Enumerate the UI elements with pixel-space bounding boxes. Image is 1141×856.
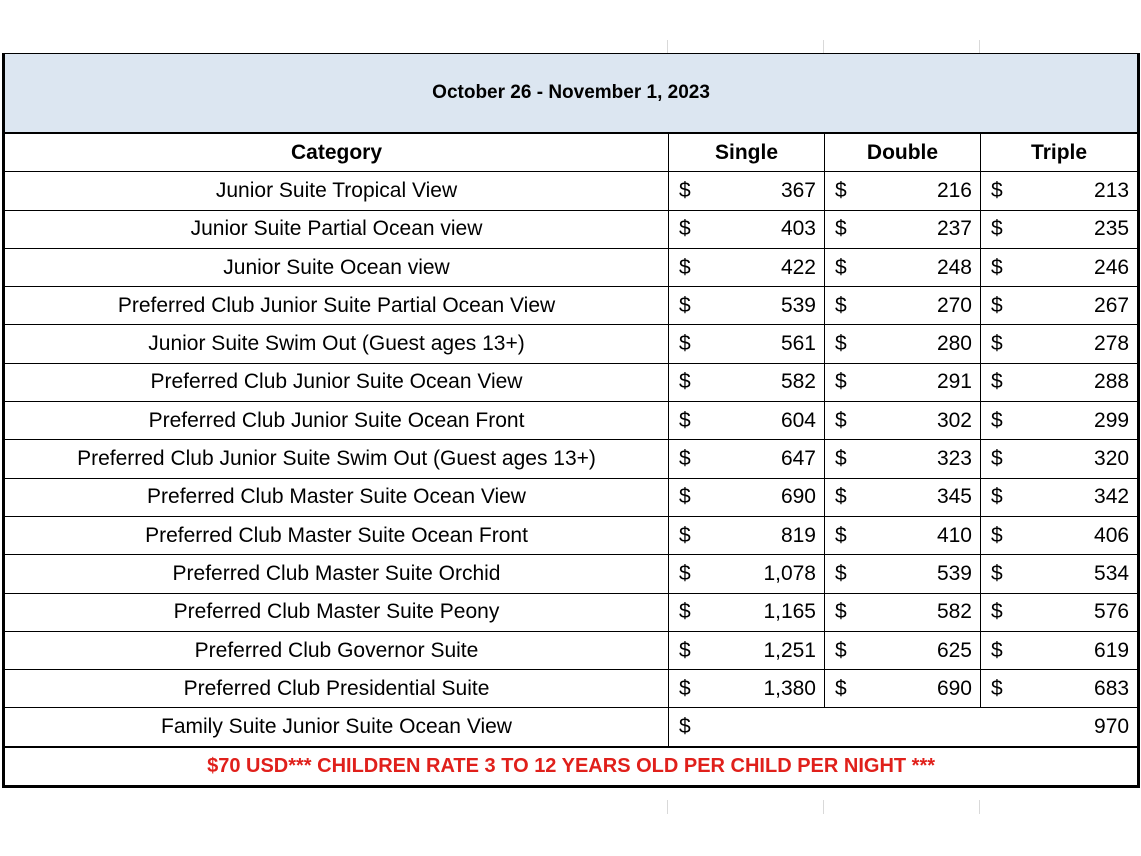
currency-cell: $	[825, 248, 870, 286]
triple-price-cell: 320	[1026, 440, 1139, 478]
triple-price-cell: 342	[1026, 478, 1139, 516]
currency-cell: $	[981, 210, 1026, 248]
currency-cell: $	[669, 325, 714, 363]
currency-cell: $	[669, 555, 714, 593]
currency-cell: $	[825, 210, 870, 248]
table-row	[4, 325, 1139, 363]
category-cell: Preferred Club Junior Suite Ocean View	[4, 363, 669, 401]
table-row	[4, 593, 1139, 631]
currency-cell: $	[825, 402, 870, 440]
currency-cell: $	[981, 325, 1026, 363]
single-price-cell: 647	[714, 440, 825, 478]
triple-price-cell: 576	[1026, 593, 1139, 631]
double-price-cell: 302	[870, 402, 981, 440]
gridline	[979, 800, 980, 814]
currency-cell: $	[825, 670, 870, 708]
currency-cell: $	[981, 248, 1026, 286]
category-cell: Preferred Club Presidential Suite	[4, 670, 669, 708]
column-header-triple: Triple	[981, 133, 1139, 172]
currency-cell: $	[981, 172, 1026, 210]
currency-cell: $	[669, 248, 714, 286]
currency-cell: $	[981, 287, 1026, 325]
currency-cell: $	[669, 440, 714, 478]
currency-cell: $	[669, 210, 714, 248]
currency-cell: $	[981, 516, 1026, 554]
triple-price-cell: 299	[1026, 402, 1139, 440]
triple-price-cell: 288	[1026, 363, 1139, 401]
double-price-cell: 280	[870, 325, 981, 363]
currency-cell: $	[981, 440, 1026, 478]
children-rate-note: $70 USD*** CHILDREN RATE 3 TO 12 YEARS OLD PER CHILD PER NIGHT ***	[4, 747, 1139, 787]
currency-cell: $	[981, 363, 1026, 401]
currency-cell: $	[981, 555, 1026, 593]
single-price-cell: 422	[714, 248, 825, 286]
double-price-cell: 582	[870, 593, 981, 631]
double-price-cell: 410	[870, 516, 981, 554]
table-row	[4, 555, 1139, 593]
currency-cell: $	[825, 172, 870, 210]
table-row	[4, 210, 1139, 248]
rate-table	[2, 53, 1140, 788]
single-price-cell: 1,380	[714, 670, 825, 708]
single-price-cell: 367	[714, 172, 825, 210]
currency-cell: $	[825, 631, 870, 669]
gridline	[823, 40, 824, 54]
currency-cell: $	[825, 516, 870, 554]
triple-price-cell: 267	[1026, 287, 1139, 325]
double-price-cell: 216	[870, 172, 981, 210]
gridline	[667, 800, 668, 814]
family-suite-currency: $	[669, 708, 1026, 747]
category-cell: Preferred Club Junior Suite Partial Ocean View	[4, 287, 669, 325]
category-cell: Preferred Club Master Suite Ocean Front	[4, 516, 669, 554]
single-price-cell: 582	[714, 363, 825, 401]
double-price-cell: 237	[870, 210, 981, 248]
double-price-cell: 270	[870, 287, 981, 325]
single-price-cell: 690	[714, 478, 825, 516]
triple-price-cell: 235	[1026, 210, 1139, 248]
currency-cell: $	[825, 440, 870, 478]
double-price-cell: 323	[870, 440, 981, 478]
double-price-cell: 539	[870, 555, 981, 593]
category-cell: Preferred Club Master Suite Orchid	[4, 555, 669, 593]
column-header-double: Double	[825, 133, 981, 172]
header-row	[4, 133, 1139, 172]
triple-price-cell: 683	[1026, 670, 1139, 708]
category-cell: Preferred Club Junior Suite Ocean Front	[4, 402, 669, 440]
currency-cell: $	[669, 478, 714, 516]
family-suite-row	[4, 708, 1139, 747]
single-price-cell: 539	[714, 287, 825, 325]
single-price-cell: 403	[714, 210, 825, 248]
currency-cell: $	[825, 287, 870, 325]
table-row	[4, 440, 1139, 478]
category-cell: Junior Suite Swim Out (Guest ages 13+)	[4, 325, 669, 363]
table-row	[4, 363, 1139, 401]
currency-cell: $	[669, 631, 714, 669]
currency-cell: $	[669, 670, 714, 708]
triple-price-cell: 246	[1026, 248, 1139, 286]
family-suite-price: 970	[1026, 708, 1139, 747]
triple-price-cell: 534	[1026, 555, 1139, 593]
triple-price-cell: 278	[1026, 325, 1139, 363]
single-price-cell: 1,165	[714, 593, 825, 631]
single-price-cell: 819	[714, 516, 825, 554]
gridline	[823, 800, 824, 814]
triple-price-cell: 213	[1026, 172, 1139, 210]
table-row	[4, 516, 1139, 554]
category-cell: Preferred Club Master Suite Ocean View	[4, 478, 669, 516]
double-price-cell: 291	[870, 363, 981, 401]
column-header-category: Category	[4, 133, 669, 172]
table-row	[4, 670, 1139, 708]
currency-cell: $	[669, 287, 714, 325]
currency-cell: $	[981, 478, 1026, 516]
currency-cell: $	[825, 593, 870, 631]
category-cell: Junior Suite Partial Ocean view	[4, 210, 669, 248]
single-price-cell: 1,078	[714, 555, 825, 593]
currency-cell: $	[981, 631, 1026, 669]
table-row	[4, 287, 1139, 325]
column-header-single: Single	[669, 133, 825, 172]
double-price-cell: 345	[870, 478, 981, 516]
title-row	[4, 54, 1139, 134]
table-row	[4, 248, 1139, 286]
category-cell: Preferred Club Master Suite Peony	[4, 593, 669, 631]
footer-row	[4, 747, 1139, 787]
triple-price-cell: 619	[1026, 631, 1139, 669]
single-price-cell: 561	[714, 325, 825, 363]
currency-cell: $	[825, 325, 870, 363]
currency-cell: $	[825, 363, 870, 401]
table-row	[4, 402, 1139, 440]
single-price-cell: 604	[714, 402, 825, 440]
category-cell: Preferred Club Junior Suite Swim Out (Guest ages 13+)	[4, 440, 669, 478]
currency-cell: $	[669, 593, 714, 631]
gridline	[667, 40, 668, 54]
category-cell: Junior Suite Ocean view	[4, 248, 669, 286]
triple-price-cell: 406	[1026, 516, 1139, 554]
currency-cell: $	[669, 363, 714, 401]
currency-cell: $	[981, 402, 1026, 440]
table-row	[4, 172, 1139, 210]
category-cell: Junior Suite Tropical View	[4, 172, 669, 210]
category-cell: Preferred Club Governor Suite	[4, 631, 669, 669]
page-title: October 26 - November 1, 2023	[4, 54, 1139, 134]
currency-cell: $	[669, 402, 714, 440]
double-price-cell: 690	[870, 670, 981, 708]
currency-cell: $	[981, 670, 1026, 708]
currency-cell: $	[981, 593, 1026, 631]
gridline	[979, 40, 980, 54]
currency-cell: $	[669, 172, 714, 210]
currency-cell: $	[669, 516, 714, 554]
double-price-cell: 248	[870, 248, 981, 286]
table-row	[4, 631, 1139, 669]
single-price-cell: 1,251	[714, 631, 825, 669]
currency-cell: $	[825, 555, 870, 593]
double-price-cell: 625	[870, 631, 981, 669]
family-suite-category: Family Suite Junior Suite Ocean View	[4, 708, 669, 747]
currency-cell: $	[825, 478, 870, 516]
table-row	[4, 478, 1139, 516]
